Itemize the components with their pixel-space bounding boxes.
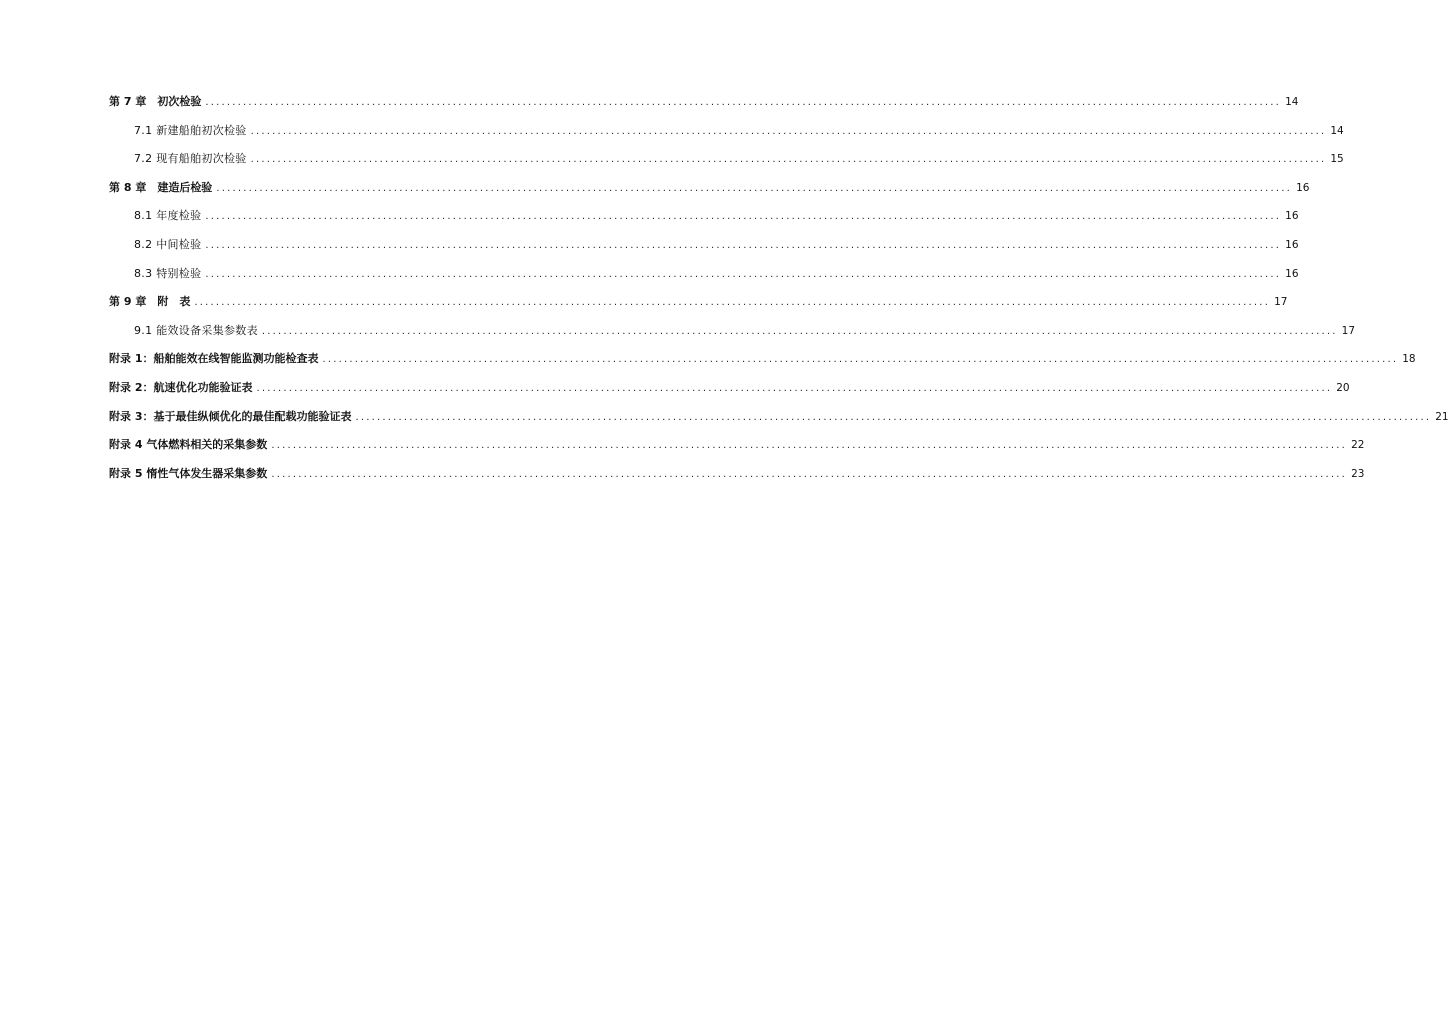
toc-page-number: 16 <box>1285 210 1299 223</box>
toc-entry-7-2[interactable] <box>109 151 1344 180</box>
dot-leader: ........................................................................................................................................................................................................ <box>271 468 1348 480</box>
toc-entry-label: 第 7 章 初次检验 <box>109 95 202 108</box>
toc-entry-chapter-7[interactable] <box>109 94 1299 123</box>
dot-leader: ........................................................................................................................................................................................................ <box>250 154 1327 166</box>
toc-entry-7-1[interactable] <box>109 123 1344 152</box>
dot-leader: ........................................................................................................................................................................................................ <box>205 239 1282 251</box>
toc-entry-8-2[interactable] <box>109 237 1299 266</box>
toc-entry-appendix-2[interactable] <box>109 380 1350 409</box>
toc-entry-label: 附录 1：船舶能效在线智能监测功能检查表 <box>109 352 319 366</box>
toc-entry-label: 8.3 特别检验 <box>134 266 202 280</box>
dot-leader: ........................................................................................................................................................................................................ <box>261 325 1338 337</box>
toc-page-number: 18 <box>1402 353 1416 366</box>
toc-entry-label: 附录 5 惰性气体发生器采集参数 <box>109 466 268 480</box>
toc-page-number: 14 <box>1285 96 1299 108</box>
toc-entry-9-1[interactable] <box>109 323 1356 352</box>
toc-entry-label: 8.1 年度检验 <box>134 209 202 223</box>
toc-entry-label: 附录 3：基于最佳纵倾优化的最佳配载功能验证表 <box>109 409 352 423</box>
toc-entry-chapter-8[interactable] <box>109 180 1310 209</box>
dot-leader: ........................................................................................................................................................................................................ <box>256 382 1333 394</box>
toc-entry-label: 附录 4 气体燃料相关的采集参数 <box>109 438 268 452</box>
table-of-contents <box>109 94 1449 494</box>
toc-page-number: 14 <box>1330 124 1344 137</box>
dot-leader: ........................................................................................................................................................................................................ <box>205 268 1282 280</box>
toc-page-number: 21 <box>1435 410 1449 423</box>
toc-entry-label: 7.1 新建船舶初次检验 <box>134 123 247 137</box>
toc-page-number: 20 <box>1336 381 1350 394</box>
toc-entry-label: 附录 2：航速优化功能验证表 <box>109 380 253 394</box>
dot-leader: ........................................................................................................................................................................................................ <box>355 411 1432 423</box>
toc-entry-label: 7.2 现有船舶初次检验 <box>134 152 247 166</box>
toc-page-number: 16 <box>1296 181 1310 194</box>
toc-entry-appendix-3[interactable] <box>109 409 1449 438</box>
toc-entry-chapter-9[interactable] <box>109 294 1288 323</box>
toc-entry-label: 9.1 能效设备采集参数表 <box>134 323 258 337</box>
toc-entry-label: 8.2 中间检验 <box>134 237 202 251</box>
dot-leader: ........................................................................................................................................................................................................ <box>205 211 1282 223</box>
dot-leader: ........................................................................................................................................................................................................ <box>322 354 1399 366</box>
dot-leader: ........................................................................................................................................................................................................ <box>194 297 1271 309</box>
toc-entry-label: 第 8 章 建造后检验 <box>109 180 213 194</box>
toc-page-number: 16 <box>1285 267 1299 280</box>
toc-page-number: 15 <box>1330 153 1344 166</box>
toc-page-number: 23 <box>1351 467 1365 480</box>
toc-entry-appendix-4[interactable] <box>109 437 1365 466</box>
toc-page-number: 17 <box>1341 324 1356 337</box>
dot-leader: ........................................................................................................................................................................................................ <box>216 182 1293 194</box>
toc-page-number: 22 <box>1351 439 1365 452</box>
toc-entry-8-3[interactable] <box>109 266 1299 295</box>
toc-entry-appendix-5[interactable] <box>109 466 1365 495</box>
toc-entry-8-1[interactable] <box>109 208 1299 237</box>
toc-page-number: 16 <box>1285 238 1299 251</box>
dot-leader: ........................................................................................................................................................................................................ <box>271 440 1348 452</box>
toc-entry-appendix-1[interactable] <box>109 351 1416 380</box>
dot-leader: ........................................................................................................................................................................................................ <box>250 125 1327 137</box>
toc-entry-label: 第 9 章 附 表 <box>109 295 191 309</box>
toc-page-number: 17 <box>1274 296 1288 309</box>
dot-leader: ........................................................................................................................................................................................................ <box>205 97 1282 108</box>
